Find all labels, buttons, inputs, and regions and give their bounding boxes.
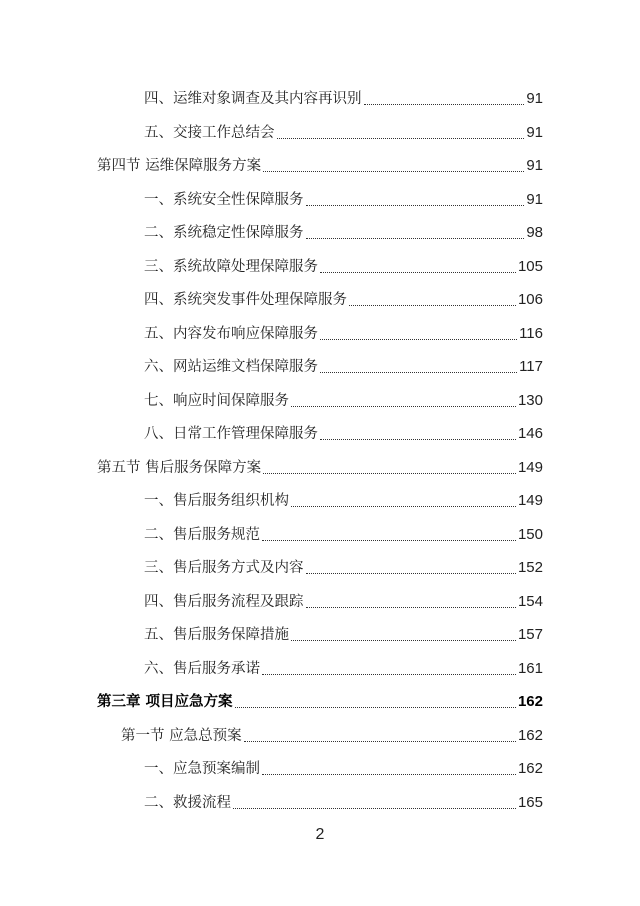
toc-entry-page: 91 (526, 191, 543, 208)
dot-leader (291, 391, 516, 411)
toc-entry-title: 二、救援流程 (144, 795, 231, 811)
dot-leader (320, 324, 517, 344)
toc-entry-page: 105 (517, 258, 543, 275)
toc-entry[interactable] (144, 320, 543, 344)
page-number: 2 (315, 826, 325, 843)
toc-entry-page: 91 (526, 157, 543, 174)
toc-entry-title: 五、内容发布响应保障服务 (144, 326, 318, 342)
toc-entry-page: 98 (526, 224, 543, 241)
toc-entry-page: 162 (517, 727, 543, 744)
dot-leader (291, 491, 516, 511)
toc-entry[interactable] (144, 286, 543, 310)
toc-entry-title: 一、应急预案编制 (144, 761, 260, 777)
toc-entry-title: 五、售后服务保障措施 (144, 627, 289, 643)
dot-leader (262, 759, 516, 779)
toc-entry-page: 165 (517, 794, 543, 811)
toc-entry-page: 157 (517, 626, 543, 643)
toc-entry-page: 161 (517, 660, 543, 677)
toc-entry-title: 第五节 售后服务保障方案 (97, 460, 262, 476)
dot-leader (349, 290, 516, 310)
toc-entry-page: 130 (517, 392, 543, 409)
dot-leader (262, 659, 516, 679)
toc-entry-title: 一、系统安全性保障服务 (144, 192, 304, 208)
dot-leader (291, 625, 516, 645)
dot-leader (244, 726, 516, 746)
dot-leader (320, 257, 516, 277)
toc-entry[interactable] (144, 621, 543, 645)
toc-entry-title: 五、交接工作总结会 (144, 125, 275, 141)
dot-leader (277, 123, 525, 143)
toc-entry-page: 149 (517, 492, 543, 509)
toc-entry[interactable] (144, 353, 543, 377)
toc-entry-page: 91 (526, 90, 543, 107)
toc-entry[interactable] (144, 755, 543, 779)
toc-entry-title: 四、售后服务流程及跟踪 (144, 594, 304, 610)
toc-entry[interactable] (144, 554, 543, 578)
toc-entry-title: 三、系统故障处理保障服务 (144, 259, 318, 275)
toc-section-entry[interactable] (121, 722, 543, 746)
dot-leader (320, 357, 517, 377)
toc-entry-page: 116 (519, 325, 543, 342)
toc-entry[interactable] (144, 420, 543, 444)
toc-entry-title: 四、系统突发事件处理保障服务 (144, 292, 347, 308)
toc-entry-page: 154 (517, 593, 543, 610)
toc-entry-page: 152 (517, 559, 543, 576)
toc-entry-page: 149 (517, 459, 543, 476)
dot-leader (320, 424, 516, 444)
toc-entry[interactable] (144, 186, 543, 210)
dot-leader (233, 793, 516, 813)
toc-entry[interactable] (144, 387, 543, 411)
toc-entry-title: 二、系统稳定性保障服务 (144, 225, 304, 241)
toc-entry-page: 150 (517, 526, 543, 543)
toc-section-entry[interactable] (97, 152, 543, 176)
dot-leader (263, 156, 524, 176)
toc-entry-title: 八、日常工作管理保障服务 (144, 426, 318, 442)
toc-entry-title: 六、网站运维文档保障服务 (144, 359, 318, 375)
toc-entry-title: 七、响应时间保障服务 (144, 393, 289, 409)
toc-entry-title: 二、售后服务规范 (144, 527, 260, 543)
dot-leader (306, 592, 516, 612)
toc-entry-title: 第一节 应急总预案 (121, 728, 242, 744)
toc-entry-page: 146 (517, 425, 543, 442)
toc-entry-page: 117 (519, 358, 543, 375)
toc-entry[interactable] (144, 487, 543, 511)
toc-entry[interactable] (144, 521, 543, 545)
toc-entry[interactable] (144, 219, 543, 243)
toc-entry-title: 第四节 运维保障服务方案 (97, 158, 262, 174)
toc-entry[interactable] (144, 655, 543, 679)
toc-entry[interactable] (144, 85, 543, 109)
toc-entry-page: 106 (517, 291, 543, 308)
toc-entry[interactable] (144, 119, 543, 143)
toc-entry[interactable] (144, 588, 543, 612)
toc-entry-title: 三、售后服务方式及内容 (144, 560, 304, 576)
toc-chapter-entry[interactable] (97, 688, 543, 712)
toc-entry-page: 91 (526, 124, 543, 141)
dot-leader (306, 190, 525, 210)
dot-leader (235, 692, 516, 712)
toc-entry-page: 162 (517, 760, 543, 777)
dot-leader (364, 89, 525, 109)
dot-leader (306, 558, 516, 578)
dot-leader (263, 458, 516, 478)
toc-entry[interactable] (144, 253, 543, 277)
toc-entry-title: 第三章 项目应急方案 (97, 694, 233, 710)
dot-leader (306, 223, 525, 243)
toc-entry-title: 一、售后服务组织机构 (144, 493, 289, 509)
toc-entry[interactable] (144, 789, 543, 813)
toc-section-entry[interactable] (97, 454, 543, 478)
dot-leader (262, 525, 516, 545)
toc-entry-page: 162 (517, 693, 543, 710)
toc-entry-title: 四、运维对象调查及其内容再识别 (144, 91, 362, 107)
toc-entry-title: 六、售后服务承诺 (144, 661, 260, 677)
